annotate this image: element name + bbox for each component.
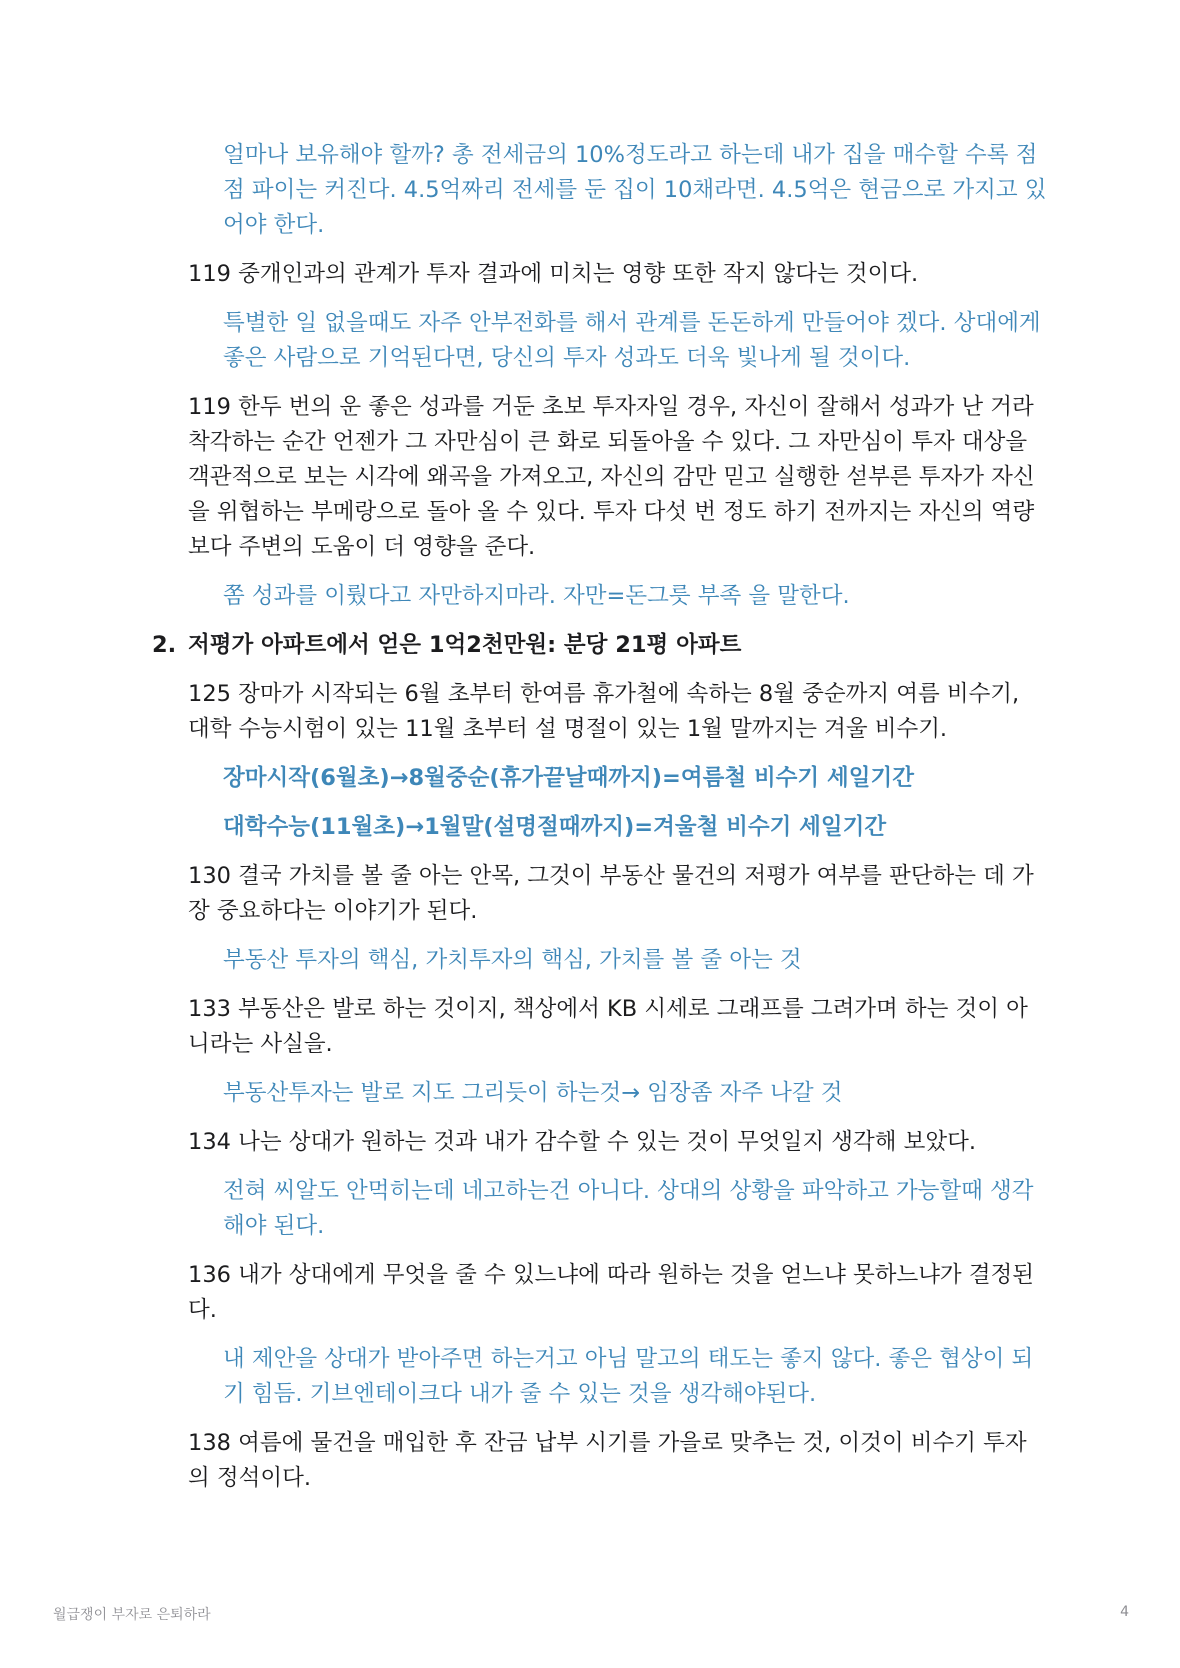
quote-125-off-season: 125 장마가 시작되는 6월 초부터 한여름 휴가철에 속하는 8월 중순까지 여름 비수기, 대학 수능시험이 있는 11월 초부터 설 명절이 있는 1월 말까지는 겨울 비수기.	[188, 681, 1020, 742]
quote-119-broker: 119 중개인과의 관계가 투자 결과에 미치는 영향 또한 작지 않다는 것이다.	[188, 261, 919, 287]
quote-133-on-foot: 133 부동산은 발로 하는 것이지, 책상에서 KB 시세로 그래프를 그려가며 하는 것이 아니라는 사실을.	[188, 996, 1028, 1057]
note-holding-cash: 얼마나 보유해야 할까? 총 전세금의 10%정도라고 하는데 내가 집을 매수할 수록 점점 파이는 커진다. 4.5억짜리 전세를 둔 집이 10채라면. 4.5억은 현금으로 가지고 있어야 한다.	[223, 142, 1047, 238]
footer-book-title: 월급쟁이 부자로 은퇴하라	[53, 1607, 211, 1623]
quote-130-value: 130 결국 가치를 볼 줄 아는 안목, 그것이 부동산 물건의 저평가 여부를 판단하는 데 가장 중요하다는 이야기가 된다.	[188, 863, 1034, 924]
note-broker-relations: 특별한 일 없을때도 자주 안부전화를 해서 관계를 돈돈하게 만들어야 겠다. 상대에게 좋은 사람으로 기억된다면, 당신의 투자 성과도 더욱 빛나게 될 것이다.	[223, 310, 1041, 371]
note-site-visits: 부동산투자는 발로 지도 그리듯이 하는것→ 임장좀 자주 나갈 것	[223, 1080, 843, 1106]
section-title: 저평가 아파트에서 얻은 1억2천만원: 분당 21평 아파트	[188, 632, 742, 658]
note-value-investing: 부동산 투자의 핵심, 가치투자의 핵심, 가치를 볼 줄 아는 것	[223, 947, 802, 973]
footer-page-number: 4	[1120, 1604, 1129, 1620]
section-heading	[152, 628, 1042, 663]
note-give-and-take: 내 제안을 상대가 받아주면 하는거고 아님 말고의 태도는 좋지 않다. 좋은 협상이 되기 힘듬. 기브엔테이크다 내가 줄 수 있는 것을 생각해야된다.	[223, 1346, 1034, 1407]
quote-138-timing: 138 여름에 물건을 매입한 후 잔금 납부 시기를 가을로 맞추는 것, 이것이 비수기 투자의 정석이다.	[188, 1430, 1027, 1491]
note-winter-sale: 대학수능(11월초)→1월말(설명절때까지)=겨울철 비수기 세일기간	[223, 814, 887, 840]
document-body	[0, 138, 1180, 1510]
note-summer-sale: 장마시작(6월초)→8월중순(휴가끝날때까지)=여름철 비수기 세일기간	[223, 765, 914, 791]
quote-134-counterparty: 134 나는 상대가 원하는 것과 내가 감수할 수 있는 것이 무엇일지 생각해 보았다.	[188, 1129, 976, 1155]
note-overconfidence: 쫌 성과를 이뤘다고 자만하지마라. 자만=돈그릇 부족 을 말한다.	[223, 583, 850, 609]
section-number: 2.	[152, 632, 177, 658]
quote-119-overconfidence: 119 한두 번의 운 좋은 성과를 거둔 초보 투자자일 경우, 자신이 잘해서 성과가 난 거라 착각하는 순간 언젠가 그 자만심이 큰 화로 되돌아올 수 있다. 그 자만심이 투자 대상을 객관적으로 보는 시각에 왜곡을 가져오고, 자신의 감만 믿고 실행한 섣부른 투자가 자신을 위협하는 부메랑으로 돌아 올 수 있다. 투자 다섯 번 정도 하기 전까지는 자신의 역량보다 주변의 도움이 더 영향을 준다.	[188, 394, 1035, 560]
note-negotiation: 전혀 씨알도 안먹히는데 네고하는건 아니다. 상대의 상황을 파악하고 가능할때 생각해야 된다.	[223, 1178, 1034, 1239]
quote-136-give: 136 내가 상대에게 무엇을 줄 수 있느냐에 따라 원하는 것을 얻느냐 못하느냐가 결정된다.	[188, 1262, 1035, 1323]
